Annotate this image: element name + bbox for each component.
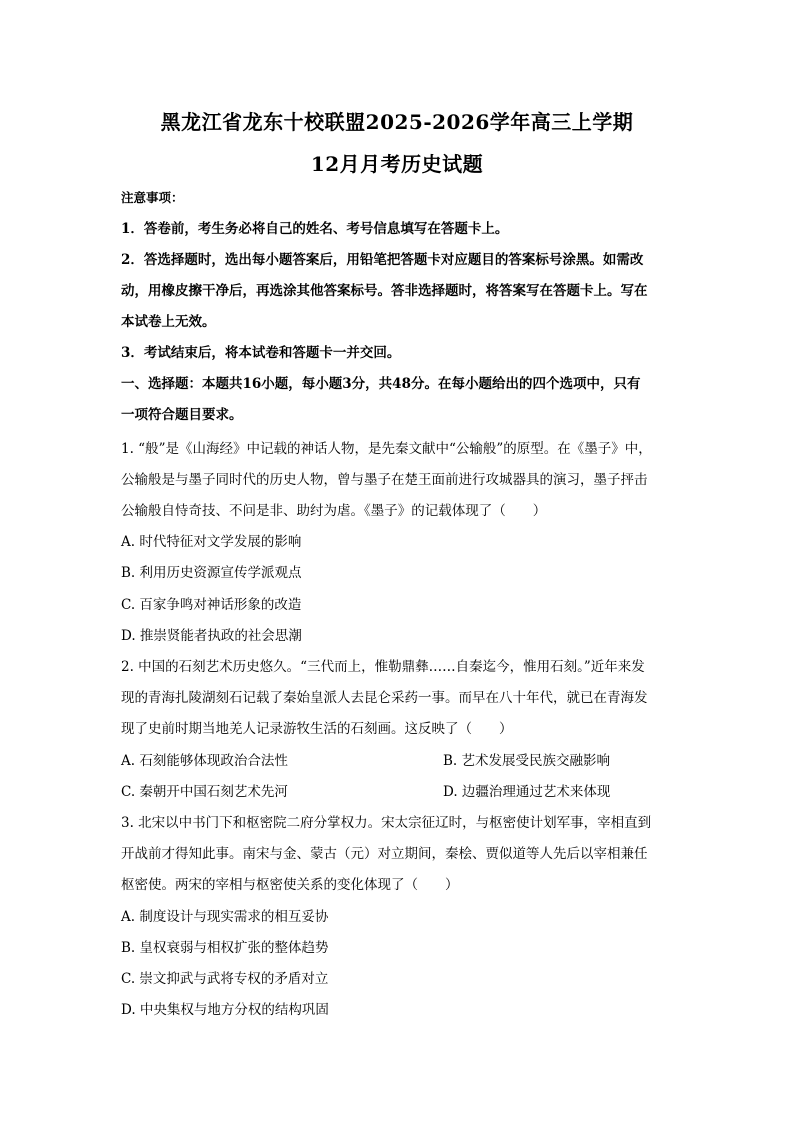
question-3-option-d: D. 中央集权与地方分权的结构巩固: [121, 1002, 329, 1018]
notice-item-2-line1: 2．答选择题时，选出每小题答案后，用铅笔把答题卡对应题目的答案标号涂黑。如需改: [121, 252, 644, 268]
notice-heading: 注意事项：: [121, 190, 184, 205]
question-2-line1: 2. 中国的石刻艺术历史悠久。“三代而上，惟勒鼎彝……自秦迄今，惟用石刻。”近年来发: [121, 659, 645, 675]
question-2-line2: 现的青海扎陵湖刻石记载了秦始皇派人去昆仑采药一事。而早在八十年代，就已在青海发: [121, 690, 648, 706]
question-2-option-d: D. 边疆治理通过艺术来体现: [443, 784, 611, 800]
question-1-option-b: B. 利用历史资源宣传学派观点: [121, 565, 302, 581]
exam-title-line2: 12月月考历史试题: [310, 152, 484, 176]
question-1-option-d: D. 推崇贤能者执政的社会思潮: [121, 628, 302, 644]
question-3-option-c: C. 崇文抑武与武将专权的矛盾对立: [121, 971, 329, 987]
question-1-line3: 公输般自恃奇技、不问是非、助纣为虐。《墨子》的记载体现了（ ）: [121, 503, 547, 519]
question-2-option-b: B. 艺术发展受民族交融影响: [443, 753, 611, 769]
question-3-line2: 开战前才得知此事。南宋与金、蒙古（元）对立期间，秦桧、贾似道等人先后以宰相兼任: [121, 846, 648, 862]
question-2-option-a: A. 石刻能够体现政治合法性: [121, 753, 288, 769]
section-heading-line2: 一项符合题目要求。: [121, 407, 243, 423]
question-2-line3: 现了史前时期当地羌人记录游牧生活的石刻画。这反映了（ ）: [121, 721, 513, 737]
question-1-line1: 1. “般”是《山海经》中记载的神话人物，是先秦文献中“公输般”的原型。在《墨子》中，: [121, 441, 652, 457]
question-3-line1: 3. 北宋以中书门下和枢密院二府分掌权力。宋太宗征辽时，与枢密使计划军事，宰相直到: [121, 815, 652, 831]
notice-item-3: 3．考试结束后，将本试卷和答题卡一并交回。: [121, 345, 401, 361]
notice-item-2-line3: 本试卷上无效。: [121, 314, 216, 330]
notice-item-2-line2: 动，用橡皮擦干净后，再选涂其他答案标号。答非选择题时，将答案写在答题卡上。写在: [121, 283, 648, 299]
question-1-line2: 公输般是与墨子同时代的历史人物，曾与墨子在楚王面前进行攻城器具的演习，墨子抨击: [121, 472, 648, 488]
question-3-option-b: B. 皇权衰弱与相权扩张的整体趋势: [121, 940, 329, 956]
question-1-option-c: C. 百家争鸣对神话形象的改造: [121, 597, 302, 613]
question-2-option-c: C. 秦朝开中国石刻艺术先河: [121, 784, 288, 800]
question-3-option-a: A. 制度设计与现实需求的相互妥协: [121, 909, 329, 925]
section-heading-line1: 一、选择题：本题共16小题，每小题3分，共48分。在每小题给出的四个选项中，只有: [121, 376, 641, 392]
exam-title-line1: 黑龙江省龙东十校联盟2025-2026学年高三上学期: [160, 110, 634, 134]
question-1-option-a: A. 时代特征对文学发展的影响: [121, 534, 302, 550]
question-3-line3: 枢密使。两宋的宰相与枢密使关系的变化体现了（ ）: [121, 877, 459, 893]
notice-item-1: 1．答卷前，考生务必将自己的姓名、考号信息填写在答题卡上。: [121, 221, 509, 237]
